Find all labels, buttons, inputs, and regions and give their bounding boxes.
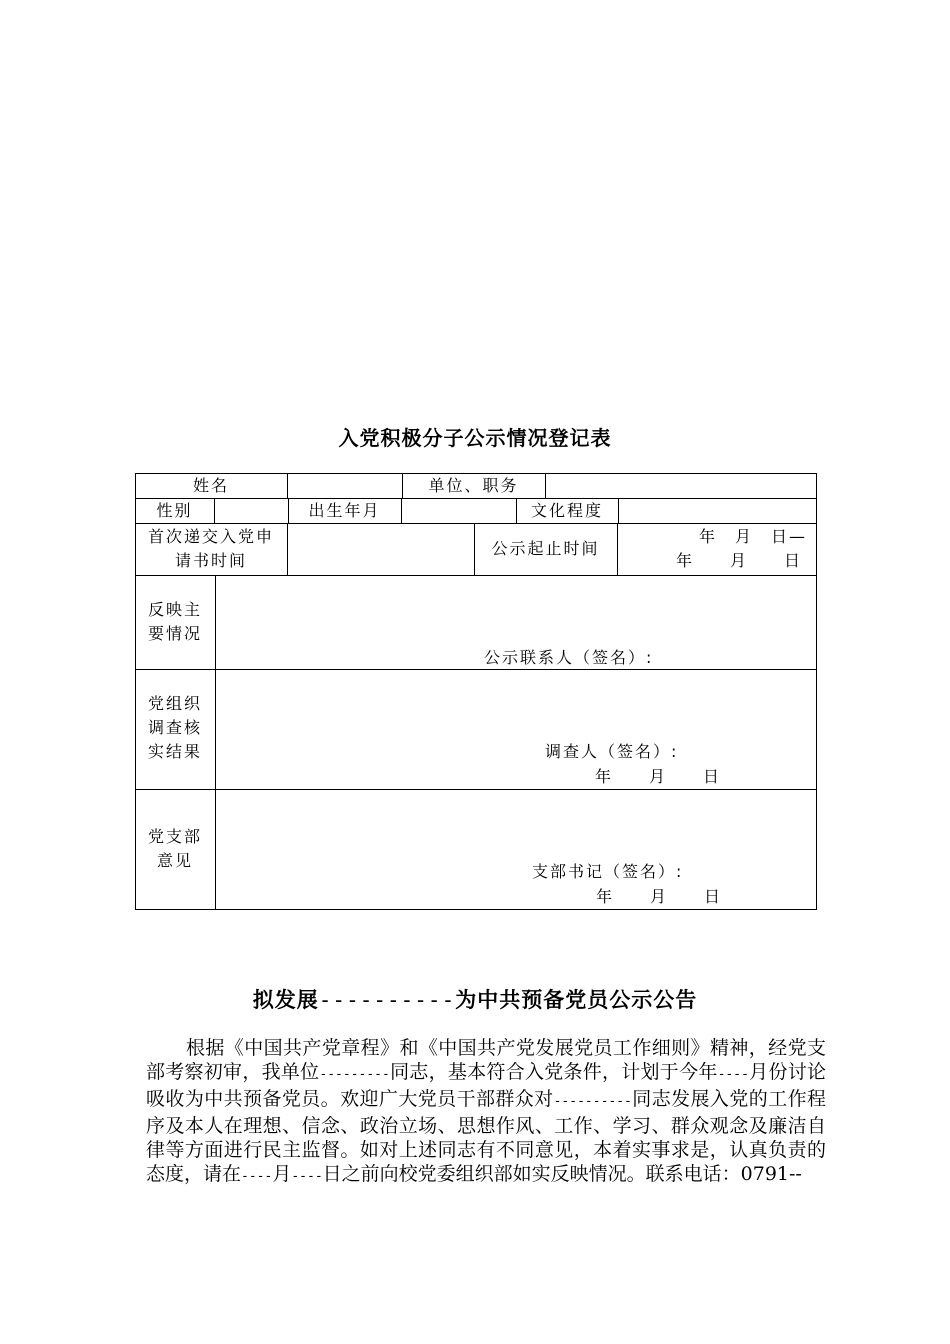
birth-label: 出生年月: [308, 501, 381, 520]
secretary-date: 年 月 日: [596, 887, 723, 906]
education-label: 文化程度: [530, 501, 603, 520]
blank-unit-name: ---------: [319, 1067, 390, 1082]
investigator-date: 年 月 日: [595, 767, 722, 786]
investigate-field[interactable]: [216, 670, 816, 788]
name-label: 姓名: [192, 476, 229, 495]
gender-label: 性别: [156, 501, 193, 520]
period-field[interactable]: [618, 525, 817, 573]
unit-label: 单位、职务: [428, 476, 519, 495]
apply-time-label: 首次递交入党申 请书时间: [147, 527, 274, 570]
notice-title: 拟发展----------为中共预备党员公示公告: [252, 988, 698, 1012]
blank-name: ----------: [553, 1094, 632, 1109]
unit-field[interactable]: [545, 474, 817, 498]
education-field[interactable]: [618, 499, 817, 523]
period-from: 年 月 日—: [698, 527, 807, 546]
gender-field[interactable]: [214, 499, 288, 523]
blank-month: ----: [717, 1067, 749, 1082]
form-title: 入党积极分子公示情况登记表: [338, 426, 612, 450]
contact-signature: 公示联系人（签名）:: [484, 648, 654, 667]
notice-title-blank: ----------: [318, 988, 456, 1012]
apply-time-field[interactable]: [287, 524, 474, 574]
name-field[interactable]: [287, 474, 402, 498]
branch-label: 党支部 意见: [147, 827, 202, 870]
period-to: 年 月 日: [676, 551, 803, 570]
secretary-signature: 支部书记（签名）:: [532, 862, 684, 881]
investigator-signature: 调查人（签名）:: [545, 742, 679, 761]
branch-field[interactable]: [216, 790, 816, 909]
investigate-label: 党组织 调查核 实结果: [147, 694, 202, 761]
birth-field[interactable]: [401, 499, 516, 523]
notice-body: 根据《中国共产党章程》和《中国共产党发展党员工作细则》精神，经党支部考察初审，我单位---------同志，基本符合入党条件，计划于今年----月份讨论吸收为中共预备党员。欢迎广大党员干部群众对----------同志发展入党的工作程序及本人在理想、信念、政治立场、思想作风、工作、学习、群众观念及廉洁自律等方面进行民主监督。如对上述同志有不同意见，本着实事求是，认真负责的态度，请在----月----日之前向校党委组织部如实反映情况。联系电话：0791--: [146, 1037, 826, 1185]
blank-deadline-day: ----: [291, 1169, 323, 1184]
report-label: 反映主 要情况: [147, 600, 202, 643]
blank-deadline-month: ----: [241, 1169, 273, 1184]
period-label: 公示起止时间: [491, 539, 600, 558]
